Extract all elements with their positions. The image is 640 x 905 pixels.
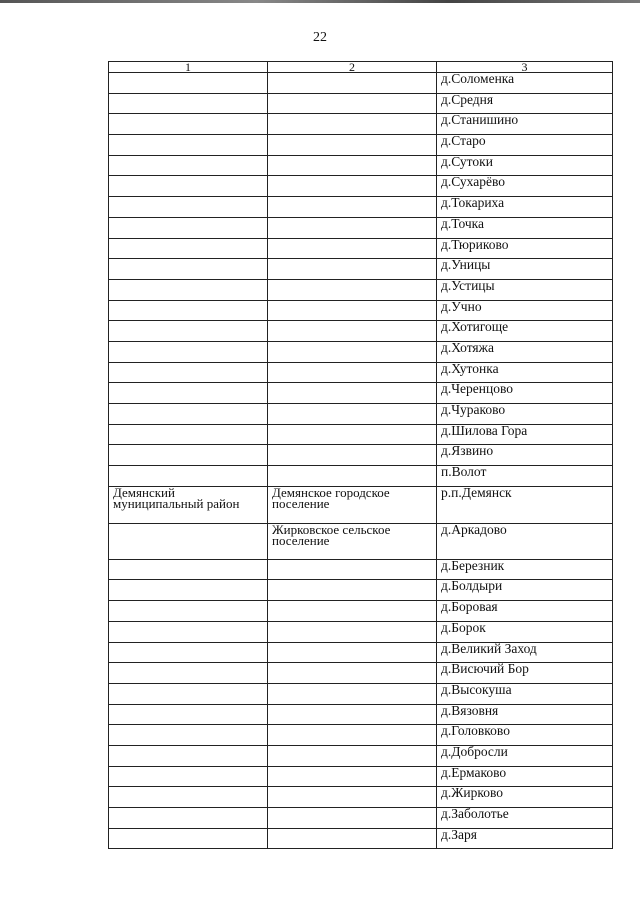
locality-cell: д.Шилова Гора xyxy=(437,424,613,445)
locality-cell: д.Вязовня xyxy=(437,704,613,725)
locality-cell: д.Боровая xyxy=(437,601,613,622)
table-row xyxy=(109,383,613,404)
table-row xyxy=(109,197,613,218)
settlement-cell xyxy=(268,238,437,259)
settlement-cell xyxy=(268,642,437,663)
locality-cell: д.Язвино xyxy=(437,445,613,466)
district-cell xyxy=(109,300,268,321)
table-row xyxy=(109,362,613,383)
district-cell: Демянский муниципальный район xyxy=(109,486,268,523)
settlement-cell xyxy=(268,114,437,135)
locality-cell: д.Березник xyxy=(437,559,613,580)
locality-cell: д.Станишино xyxy=(437,114,613,135)
locality-cell: д.Токариха xyxy=(437,197,613,218)
district-cell xyxy=(109,238,268,259)
settlement-cell xyxy=(268,362,437,383)
district-cell xyxy=(109,787,268,808)
locality-cell: д.Заря xyxy=(437,828,613,849)
settlement-cell xyxy=(268,217,437,238)
district-cell xyxy=(109,601,268,622)
settlement-cell xyxy=(268,424,437,445)
locality-cell: д.Великий Заход xyxy=(437,642,613,663)
district-cell xyxy=(109,404,268,425)
settlement-cell xyxy=(268,745,437,766)
district-cell xyxy=(109,704,268,725)
table-row xyxy=(109,341,613,362)
district-cell xyxy=(109,683,268,704)
table-row xyxy=(109,642,613,663)
district-cell xyxy=(109,828,268,849)
settlement-cell xyxy=(268,300,437,321)
table-row xyxy=(109,259,613,280)
settlement-cell xyxy=(268,197,437,218)
settlement-cell xyxy=(268,321,437,342)
header-cell-2: 2 xyxy=(268,62,437,73)
locality-cell: д.Устицы xyxy=(437,279,613,300)
district-cell xyxy=(109,466,268,487)
district-cell xyxy=(109,176,268,197)
settlement-cell: Демянское городское поселение xyxy=(268,486,437,523)
district-cell xyxy=(109,341,268,362)
district-cell xyxy=(109,424,268,445)
locality-cell: д.Хотяжа xyxy=(437,341,613,362)
table-row xyxy=(109,217,613,238)
table-row xyxy=(109,787,613,808)
locality-cell: д.Соломенка xyxy=(437,73,613,94)
district-cell xyxy=(109,321,268,342)
locality-cell: д.Болдыри xyxy=(437,580,613,601)
locality-cell: д.Черенцово xyxy=(437,383,613,404)
locality-cell: п.Волот xyxy=(437,466,613,487)
table-row xyxy=(109,601,613,622)
table-row xyxy=(109,279,613,300)
settlement-cell xyxy=(268,445,437,466)
table-row xyxy=(109,466,613,487)
table-row xyxy=(109,621,613,642)
header-row xyxy=(109,62,613,73)
settlement-cell xyxy=(268,580,437,601)
settlement-cell xyxy=(268,341,437,362)
table-row xyxy=(109,766,613,787)
settlement-cell xyxy=(268,73,437,94)
district-cell xyxy=(109,621,268,642)
district-cell xyxy=(109,580,268,601)
district-cell xyxy=(109,642,268,663)
settlement-cell xyxy=(268,828,437,849)
district-cell xyxy=(109,445,268,466)
locality-cell: д.Тюриково xyxy=(437,238,613,259)
district-cell xyxy=(109,155,268,176)
page-number: 22 xyxy=(313,30,327,45)
table-row xyxy=(109,300,613,321)
settlement-cell xyxy=(268,176,437,197)
locality-cell: д.Ермаково xyxy=(437,766,613,787)
locality-cell: д.Хотигоще xyxy=(437,321,613,342)
settlement-cell xyxy=(268,135,437,156)
table-row xyxy=(109,114,613,135)
locality-cell: д.Сухарёво xyxy=(437,176,613,197)
table-body xyxy=(109,62,613,849)
locality-cell: д.Аркадово xyxy=(437,523,613,559)
settlement-cell xyxy=(268,704,437,725)
district-cell xyxy=(109,383,268,404)
table-row xyxy=(109,445,613,466)
district-cell xyxy=(109,523,268,559)
table-row xyxy=(109,828,613,849)
locality-cell: д.Жирково xyxy=(437,787,613,808)
locality-cell: д.Заболотье xyxy=(437,808,613,829)
settlement-cell xyxy=(268,808,437,829)
settlement-cell xyxy=(268,621,437,642)
table-row xyxy=(109,523,613,559)
settlement-cell xyxy=(268,559,437,580)
locality-cell: д.Головково xyxy=(437,725,613,746)
table-row xyxy=(109,580,613,601)
district-cell xyxy=(109,259,268,280)
locality-cell: д.Борок xyxy=(437,621,613,642)
locality-cell: д.Средня xyxy=(437,93,613,114)
locality-cell: д.Учно xyxy=(437,300,613,321)
locality-cell: д.Точка xyxy=(437,217,613,238)
locality-cell: д.Высокуша xyxy=(437,683,613,704)
table-row xyxy=(109,725,613,746)
settlement-cell xyxy=(268,155,437,176)
table-row xyxy=(109,808,613,829)
settlement-cell xyxy=(268,383,437,404)
header-cell-1: 1 xyxy=(109,62,268,73)
settlements-table xyxy=(108,61,613,849)
table-row xyxy=(109,135,613,156)
settlement-cell xyxy=(268,601,437,622)
locality-cell: д.Старо xyxy=(437,135,613,156)
district-cell xyxy=(109,217,268,238)
table-row xyxy=(109,73,613,94)
locality-cell: р.п.Демянск xyxy=(437,486,613,523)
locality-cell: д.Хутонка xyxy=(437,362,613,383)
district-cell xyxy=(109,135,268,156)
district-cell xyxy=(109,362,268,383)
settlement-cell xyxy=(268,466,437,487)
table-row xyxy=(109,683,613,704)
table-row xyxy=(109,486,613,523)
settlement-cell: Жирковское сельское поселение xyxy=(268,523,437,559)
table-row xyxy=(109,93,613,114)
settlement-cell xyxy=(268,787,437,808)
table-row xyxy=(109,176,613,197)
settlement-cell xyxy=(268,766,437,787)
scan-edge xyxy=(0,0,640,3)
district-cell xyxy=(109,197,268,218)
table-row xyxy=(109,404,613,425)
table-row xyxy=(109,155,613,176)
table-row xyxy=(109,424,613,445)
locality-cell: д.Уницы xyxy=(437,259,613,280)
header-cell-3: 3 xyxy=(437,62,613,73)
table-row xyxy=(109,559,613,580)
settlement-cell xyxy=(268,404,437,425)
table-row xyxy=(109,238,613,259)
locality-cell: д.Сутоки xyxy=(437,155,613,176)
table-row xyxy=(109,704,613,725)
locality-cell: д.Чураково xyxy=(437,404,613,425)
settlement-cell xyxy=(268,93,437,114)
district-cell xyxy=(109,93,268,114)
settlement-cell xyxy=(268,725,437,746)
table-row xyxy=(109,663,613,684)
district-cell xyxy=(109,73,268,94)
district-cell xyxy=(109,808,268,829)
settlement-cell xyxy=(268,683,437,704)
settlement-cell xyxy=(268,259,437,280)
district-cell xyxy=(109,279,268,300)
district-cell xyxy=(109,663,268,684)
district-cell xyxy=(109,114,268,135)
table-row xyxy=(109,321,613,342)
settlement-cell xyxy=(268,279,437,300)
district-cell xyxy=(109,766,268,787)
district-cell xyxy=(109,559,268,580)
locality-cell: д.Висючий Бор xyxy=(437,663,613,684)
district-cell xyxy=(109,745,268,766)
locality-cell: д.Добросли xyxy=(437,745,613,766)
table-row xyxy=(109,745,613,766)
settlement-cell xyxy=(268,663,437,684)
district-cell xyxy=(109,725,268,746)
